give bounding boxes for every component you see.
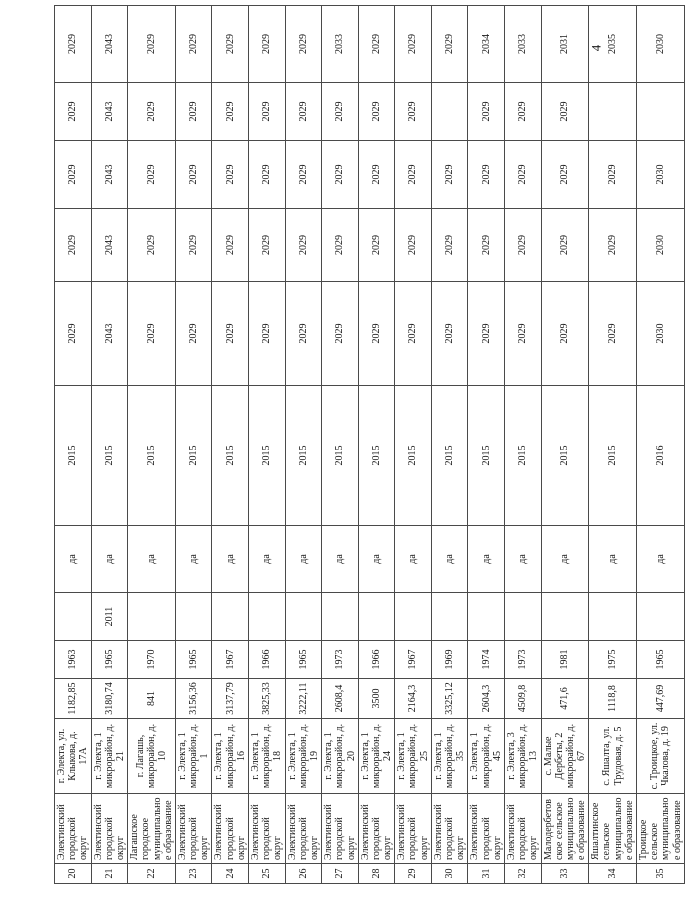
table-row — [285, 6, 322, 884]
program-year-cell: 2015 — [128, 386, 176, 526]
repair-year-cell: 2029 — [285, 209, 322, 282]
build-year-cell: 1975 — [589, 641, 637, 679]
repair-year-cell: 2029 — [504, 83, 541, 141]
table-row — [589, 6, 637, 884]
repair-year-cell: 2029 — [395, 141, 432, 209]
build-year-cell: 1965 — [175, 641, 212, 679]
previous-repair-year-cell — [589, 593, 637, 641]
municipality-cell: Малодербетовское сельское муниципальное образование — [541, 794, 589, 864]
row-number-cell: 21 — [91, 864, 128, 884]
repair-year-cell: 2029 — [128, 6, 176, 83]
repair-year-cell: 2033 — [504, 6, 541, 83]
inclusion-flag-cell: да — [91, 526, 128, 593]
repair-year-cell: 2030 — [637, 6, 685, 83]
previous-repair-year-cell — [358, 593, 395, 641]
repair-year-cell: 2029 — [468, 209, 505, 282]
municipality-cell: Электинский городской округ — [431, 794, 468, 864]
area-cell: 3180,74 — [91, 679, 128, 719]
address-cell: г. Электа, 1 микрорайон, д. 24 — [358, 719, 395, 794]
repair-year-cell: 2029 — [358, 282, 395, 386]
area-cell: 3137,79 — [212, 679, 249, 719]
address-cell: г. Электа, ул. Клыкова, д. 17А — [55, 719, 92, 794]
municipality-cell: Электинский городской округ — [504, 794, 541, 864]
repair-year-cell: 2029 — [431, 209, 468, 282]
inclusion-flag-cell: да — [541, 526, 589, 593]
row-number-cell: 22 — [128, 864, 176, 884]
row-number-cell: 24 — [212, 864, 249, 884]
row-number-cell: 30 — [431, 864, 468, 884]
municipality-cell: Электинский городской округ — [285, 794, 322, 864]
program-year-cell: 2015 — [91, 386, 128, 526]
repair-year-cell: 2029 — [55, 282, 92, 386]
table-row — [91, 6, 128, 884]
address-cell: г. Электа, 1 микрорайон, д. 45 — [468, 719, 505, 794]
table-row — [128, 6, 176, 884]
repair-year-cell: 2029 — [128, 209, 176, 282]
table-row — [249, 6, 286, 884]
build-year-cell: 1965 — [637, 641, 685, 679]
row-number-cell: 25 — [249, 864, 286, 884]
repair-year-cell: 2029 — [541, 83, 589, 141]
repair-year-cell: 2029 — [431, 141, 468, 209]
previous-repair-year-cell: 2011 — [91, 593, 128, 641]
table-row — [358, 6, 395, 884]
build-year-cell: 1965 — [285, 641, 322, 679]
repair-year-cell: 2029 — [431, 282, 468, 386]
row-number-cell: 27 — [322, 864, 359, 884]
inclusion-flag-cell: да — [212, 526, 249, 593]
program-year-cell: 2015 — [322, 386, 359, 526]
previous-repair-year-cell — [285, 593, 322, 641]
previous-repair-year-cell — [212, 593, 249, 641]
municipality-cell: Электинский городской округ — [395, 794, 432, 864]
address-cell: г. Электа, 1 микрорайон, д. 1 — [175, 719, 212, 794]
row-number-cell: 28 — [358, 864, 395, 884]
previous-repair-year-cell — [431, 593, 468, 641]
table-row — [541, 6, 589, 884]
repair-year-cell: 2029 — [55, 209, 92, 282]
repair-year-cell — [589, 83, 637, 141]
build-year-cell: 1974 — [468, 641, 505, 679]
repair-year-cell: 2029 — [175, 6, 212, 83]
repair-year-cell: 2029 — [128, 141, 176, 209]
repair-year-cell: 2029 — [55, 141, 92, 209]
address-cell: г. Электа, 1 микрорайон, д. 20 — [322, 719, 359, 794]
address-cell: г. Электа, 1 микрорайон, д. 16 — [212, 719, 249, 794]
address-cell: г. Электа, 1 микрорайон, д. 25 — [395, 719, 432, 794]
previous-repair-year-cell — [504, 593, 541, 641]
repair-year-cell: 2030 — [637, 209, 685, 282]
repair-year-cell: 2029 — [504, 209, 541, 282]
repair-year-cell: 2029 — [589, 282, 637, 386]
program-year-cell: 2015 — [249, 386, 286, 526]
housing-registry-table — [54, 5, 685, 884]
previous-repair-year-cell — [322, 593, 359, 641]
table-row — [468, 6, 505, 884]
repair-year-cell: 2029 — [175, 282, 212, 386]
table-row — [431, 6, 468, 884]
row-number-cell: 31 — [468, 864, 505, 884]
repair-year-cell: 2029 — [431, 6, 468, 83]
address-cell: г. Электа, 3 микрорайон, д. 13 — [504, 719, 541, 794]
repair-year-cell: 2029 — [249, 141, 286, 209]
table-row — [637, 6, 685, 884]
repair-year-cell: 2029 — [322, 141, 359, 209]
inclusion-flag-cell: да — [175, 526, 212, 593]
municipality-cell: Лагашское городское муниципальное образование — [128, 794, 176, 864]
address-cell: с. Малые Дербеты, 2 микрорайон, д. 67 — [541, 719, 589, 794]
area-cell: 2604,3 — [468, 679, 505, 719]
repair-year-cell: 2043 — [91, 282, 128, 386]
repair-year-cell: 2029 — [128, 282, 176, 386]
municipality-cell: Электинский городской округ — [212, 794, 249, 864]
repair-year-cell: 2029 — [128, 83, 176, 141]
area-cell: 3325,12 — [431, 679, 468, 719]
previous-repair-year-cell — [249, 593, 286, 641]
repair-year-cell: 2029 — [504, 141, 541, 209]
program-year-cell: 2016 — [637, 386, 685, 526]
repair-year-cell: 2034 — [468, 6, 505, 83]
municipality-cell: Электинский городской округ — [322, 794, 359, 864]
municipality-cell: Троицкое сельское муниципальное образование — [637, 794, 685, 864]
program-year-cell: 2015 — [55, 386, 92, 526]
build-year-cell: 1973 — [504, 641, 541, 679]
rotated-document-page — [46, 0, 683, 890]
inclusion-flag-cell: да — [249, 526, 286, 593]
build-year-cell: 1967 — [395, 641, 432, 679]
repair-year-cell: 2035 — [589, 6, 637, 83]
address-cell: г. Электа, 1 микрорайон, д. 21 — [91, 719, 128, 794]
build-year-cell: 1966 — [249, 641, 286, 679]
repair-year-cell: 2029 — [249, 83, 286, 141]
row-number-cell: 35 — [637, 864, 685, 884]
previous-repair-year-cell — [395, 593, 432, 641]
previous-repair-year-cell — [637, 593, 685, 641]
program-year-cell: 2015 — [468, 386, 505, 526]
inclusion-flag-cell: да — [504, 526, 541, 593]
table-row — [395, 6, 432, 884]
program-year-cell: 2015 — [358, 386, 395, 526]
area-cell: 4509,8 — [504, 679, 541, 719]
row-number-cell: 23 — [175, 864, 212, 884]
repair-year-cell: 2043 — [91, 83, 128, 141]
program-year-cell: 2015 — [395, 386, 432, 526]
table-row — [504, 6, 541, 884]
address-cell: с. Яшалта, ул. Трудовая, д. 5 — [589, 719, 637, 794]
row-number-cell: 34 — [589, 864, 637, 884]
repair-year-cell: 2030 — [637, 141, 685, 209]
previous-repair-year-cell — [128, 593, 176, 641]
area-cell: 3156,36 — [175, 679, 212, 719]
municipality-cell: Электинский городской округ — [91, 794, 128, 864]
repair-year-cell: 2029 — [285, 141, 322, 209]
address-cell: г. Электа, 1 микрорайон, д. 18 — [249, 719, 286, 794]
build-year-cell: 1965 — [91, 641, 128, 679]
program-year-cell: 2015 — [285, 386, 322, 526]
inclusion-flag-cell: да — [285, 526, 322, 593]
repair-year-cell: 2029 — [249, 6, 286, 83]
program-year-cell: 2015 — [431, 386, 468, 526]
program-year-cell: 2015 — [504, 386, 541, 526]
repair-year-cell: 2043 — [91, 209, 128, 282]
area-cell: 841 — [128, 679, 176, 719]
area-cell: 2608,4 — [322, 679, 359, 719]
repair-year-cell: 2029 — [212, 6, 249, 83]
area-cell: 2164,3 — [395, 679, 432, 719]
repair-year-cell: 2029 — [322, 83, 359, 141]
build-year-cell: 1973 — [322, 641, 359, 679]
address-cell: г. Электа, 1 микрорайон, д. 19 — [285, 719, 322, 794]
program-year-cell: 2015 — [589, 386, 637, 526]
previous-repair-year-cell — [175, 593, 212, 641]
municipality-cell: Электинский городской округ — [175, 794, 212, 864]
build-year-cell: 1981 — [541, 641, 589, 679]
previous-repair-year-cell — [541, 593, 589, 641]
address-cell: с. Троицкое, ул. Чкалова, д. 19 — [637, 719, 685, 794]
repair-year-cell: 2029 — [212, 209, 249, 282]
build-year-cell: 1970 — [128, 641, 176, 679]
area-cell: 3222,11 — [285, 679, 322, 719]
program-year-cell: 2015 — [175, 386, 212, 526]
municipality-cell: Электинский городской округ — [468, 794, 505, 864]
build-year-cell: 1967 — [212, 641, 249, 679]
repair-year-cell: 2029 — [249, 282, 286, 386]
repair-year-cell: 2029 — [175, 83, 212, 141]
repair-year-cell: 2029 — [55, 83, 92, 141]
area-cell: 3500 — [358, 679, 395, 719]
row-number-cell: 33 — [541, 864, 589, 884]
repair-year-cell: 2029 — [285, 83, 322, 141]
repair-year-cell: 2029 — [358, 6, 395, 83]
municipality-cell: Электинский городской округ — [358, 794, 395, 864]
repair-year-cell: 2029 — [358, 83, 395, 141]
repair-year-cell: 2029 — [468, 141, 505, 209]
repair-year-cell: 2029 — [468, 282, 505, 386]
row-number-cell: 29 — [395, 864, 432, 884]
repair-year-cell: 2029 — [322, 282, 359, 386]
repair-year-cell: 2029 — [395, 83, 432, 141]
repair-year-cell: 2029 — [212, 83, 249, 141]
table-row — [55, 6, 92, 884]
build-year-cell: 1966 — [358, 641, 395, 679]
inclusion-flag-cell: да — [431, 526, 468, 593]
table-row — [322, 6, 359, 884]
program-year-cell: 2015 — [541, 386, 589, 526]
municipality-cell: Электинский городской округ — [55, 794, 92, 864]
repair-year-cell: 2033 — [322, 6, 359, 83]
repair-year-cell: 2029 — [468, 83, 505, 141]
inclusion-flag-cell: да — [128, 526, 176, 593]
area-cell: 3825,33 — [249, 679, 286, 719]
repair-year-cell: 2029 — [589, 141, 637, 209]
repair-year-cell: 2043 — [91, 6, 128, 83]
repair-year-cell: 2029 — [55, 6, 92, 83]
repair-year-cell: 2031 — [541, 6, 589, 83]
repair-year-cell: 2029 — [541, 209, 589, 282]
repair-year-cell: 2029 — [212, 282, 249, 386]
area-cell: 1182,85 — [55, 679, 92, 719]
repair-year-cell — [431, 83, 468, 141]
repair-year-cell: 2029 — [212, 141, 249, 209]
repair-year-cell: 2029 — [589, 209, 637, 282]
inclusion-flag-cell: да — [322, 526, 359, 593]
inclusion-flag-cell: да — [358, 526, 395, 593]
table-row — [212, 6, 249, 884]
inclusion-flag-cell: да — [55, 526, 92, 593]
repair-year-cell: 2029 — [175, 209, 212, 282]
repair-year-cell: 2029 — [175, 141, 212, 209]
inclusion-flag-cell: да — [468, 526, 505, 593]
inclusion-flag-cell: да — [637, 526, 685, 593]
area-cell: 471,6 — [541, 679, 589, 719]
row-number-cell: 32 — [504, 864, 541, 884]
repair-year-cell: 2029 — [395, 282, 432, 386]
repair-year-cell: 2029 — [541, 141, 589, 209]
address-cell: г. Лагашь, микрорайон, д. 10 — [128, 719, 176, 794]
build-year-cell: 1963 — [55, 641, 92, 679]
repair-year-cell: 2029 — [285, 6, 322, 83]
municipality-cell: Электинский городской округ — [249, 794, 286, 864]
repair-year-cell: 2029 — [358, 209, 395, 282]
repair-year-cell: 2029 — [249, 209, 286, 282]
repair-year-cell — [637, 83, 685, 141]
page-number: 4 — [588, 44, 604, 52]
repair-year-cell: 2029 — [504, 282, 541, 386]
previous-repair-year-cell — [55, 593, 92, 641]
inclusion-flag-cell: да — [395, 526, 432, 593]
repair-year-cell: 2043 — [91, 141, 128, 209]
area-cell: 1118,8 — [589, 679, 637, 719]
repair-year-cell: 2029 — [322, 209, 359, 282]
repair-year-cell: 2029 — [395, 6, 432, 83]
table-row — [175, 6, 212, 884]
area-cell: 447,69 — [637, 679, 685, 719]
inclusion-flag-cell: да — [589, 526, 637, 593]
address-cell: г. Электа, 1 микрорайон, д. 35 — [431, 719, 468, 794]
previous-repair-year-cell — [468, 593, 505, 641]
municipality-cell: Яшалтинское сельское муниципальное образование — [589, 794, 637, 864]
row-number-cell: 20 — [55, 864, 92, 884]
repair-year-cell: 2029 — [285, 282, 322, 386]
repair-year-cell: 2029 — [358, 141, 395, 209]
repair-year-cell: 2030 — [637, 282, 685, 386]
repair-year-cell: 2029 — [541, 282, 589, 386]
repair-year-cell: 2029 — [395, 209, 432, 282]
program-year-cell: 2015 — [212, 386, 249, 526]
row-number-cell: 26 — [285, 864, 322, 884]
build-year-cell: 1969 — [431, 641, 468, 679]
